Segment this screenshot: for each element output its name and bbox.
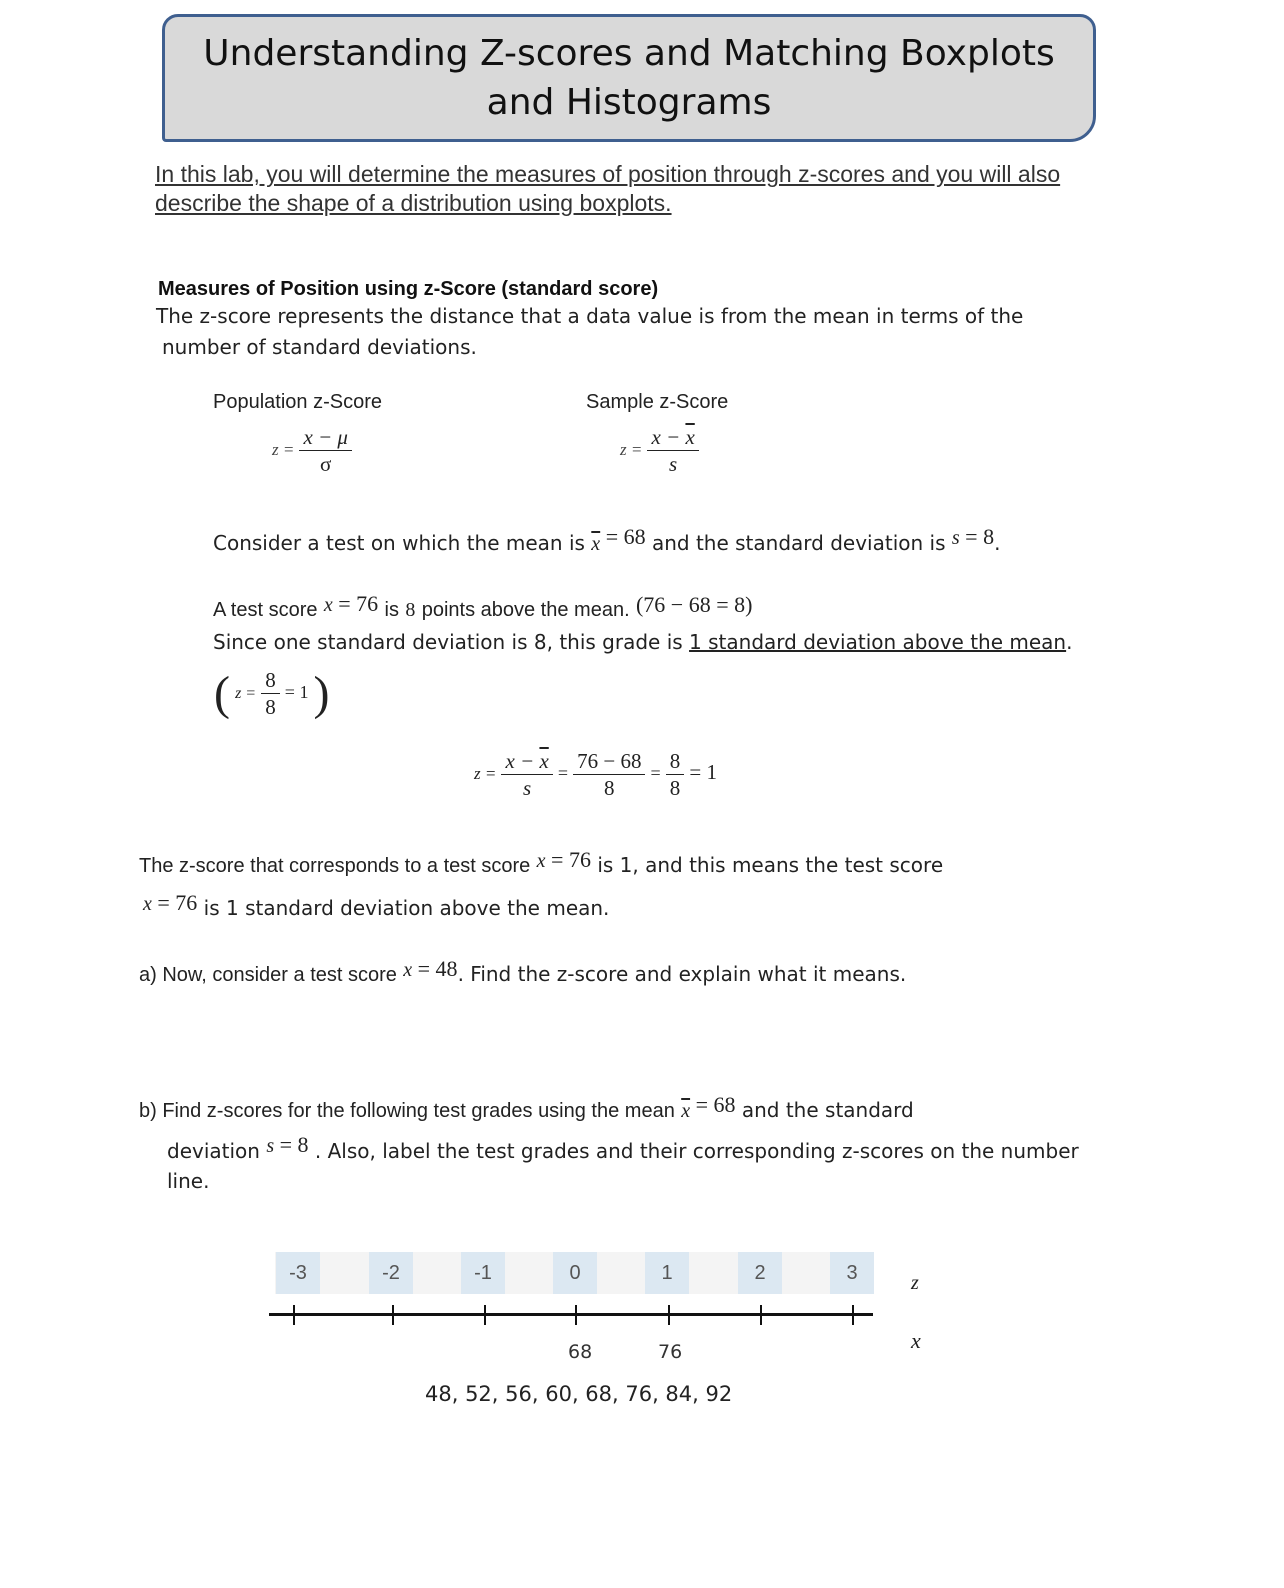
formula-rhs: = 1: [284, 682, 309, 702]
z-label: -3: [276, 1252, 320, 1294]
score-value: = 76: [151, 890, 198, 915]
score-value: = 76: [545, 847, 591, 872]
formula-rhs: = 1: [689, 760, 717, 784]
formula-numerator: 76 − 68: [573, 748, 645, 775]
z-label: 2: [738, 1252, 782, 1294]
population-formula: [272, 424, 352, 477]
conclusion-line-2: [143, 890, 610, 921]
part-b-line-1: [139, 1092, 914, 1123]
part-a: [139, 956, 907, 987]
z-label: -1: [461, 1252, 505, 1294]
formula-denominator: 8: [265, 695, 276, 719]
score-value: = 76: [332, 591, 379, 616]
x-axis-label: x: [911, 1328, 921, 1353]
formula-denominator: s: [669, 452, 678, 476]
text: deviation: [167, 1139, 260, 1163]
formula-numerator: 8: [261, 667, 280, 694]
conclusion-line-1: [139, 847, 944, 878]
tick: [392, 1305, 394, 1325]
axis-line: [269, 1313, 873, 1316]
text: The z-score that corresponds to a test score: [139, 855, 531, 877]
x-symbol: x: [536, 850, 546, 872]
formula-lhs: z =: [474, 764, 497, 783]
s-symbol: s: [951, 527, 960, 549]
section-heading: Measures of Position using z-Score (standard score): [158, 278, 659, 300]
formula-lhs: z =: [620, 440, 643, 459]
formula-numerator: x − μ: [299, 424, 352, 451]
x-symbol: x: [323, 594, 333, 616]
s-symbol: s: [266, 1135, 275, 1157]
part-b-line-3: line.: [167, 1169, 210, 1193]
number: 8: [405, 599, 416, 621]
x-bar: $\overline{x}$: [591, 533, 601, 555]
mean-value: = 68: [690, 1092, 736, 1117]
population-label: Population z-Score: [213, 391, 382, 413]
section-desc-1: The z-score represents the distance that a data value is from the mean in terms of the: [156, 304, 1024, 328]
text: . Also, label the test grades and their corresponding z-scores on the number: [314, 1139, 1079, 1163]
sample-formula: [620, 424, 699, 477]
text: Since one standard deviation is 8, this grade is: [213, 630, 690, 654]
score-value: = 48: [412, 956, 458, 981]
sample-label: Sample z-Score: [586, 391, 729, 413]
formula-denominator: σ: [320, 452, 332, 476]
part-b-line-2: [167, 1132, 1079, 1164]
z-axis-label: z: [911, 1272, 919, 1294]
text: .: [1066, 630, 1073, 654]
tick: [575, 1305, 577, 1325]
difference: (76 − 68 = 8): [635, 592, 753, 617]
z-label: 3: [830, 1252, 874, 1294]
text: is 1, and this means the test score: [597, 853, 944, 877]
tick: [293, 1305, 295, 1325]
small-formula: ( z = $\frac{8}{8}$ = 1 ): [214, 667, 330, 720]
x-bar: $\overline{x}$: [681, 1100, 691, 1122]
formula-denominator: 8: [604, 776, 615, 800]
z-label: 1: [645, 1252, 689, 1294]
formula-denominator: s: [523, 776, 532, 800]
text: and the standard: [741, 1098, 914, 1122]
text: is: [384, 599, 399, 621]
text: Consider a test on which the mean is: [213, 531, 585, 555]
title-box: [162, 14, 1096, 142]
consider-line: [213, 524, 1001, 556]
sd-value: = 8: [959, 524, 995, 549]
tick: [484, 1305, 486, 1325]
text: is 1 standard deviation above the mean.: [203, 896, 610, 920]
x-symbol: x: [403, 959, 413, 981]
mean-value: = 68: [600, 524, 646, 549]
score-line: [213, 591, 753, 622]
tick: [760, 1305, 762, 1325]
formula-lhs: z =: [235, 685, 257, 702]
text: .: [994, 531, 1001, 555]
equals: =: [650, 763, 661, 783]
z-label: 0: [553, 1252, 597, 1294]
page-title: Understanding Z-scores and Matching Boxplots and Histograms: [203, 33, 1055, 123]
formula-lhs: z =: [272, 440, 295, 459]
x-label: 76: [658, 1341, 683, 1363]
big-formula: [474, 748, 717, 801]
text: A test score: [213, 599, 318, 621]
since-line: [213, 630, 1072, 654]
formula-numerator: 8: [666, 748, 685, 775]
x-label: 68: [568, 1341, 593, 1363]
grades-list: 48, 52, 56, 60, 68, 76, 84, 92: [425, 1382, 733, 1406]
text: . Find the z-score and explain what it means.: [457, 962, 907, 986]
formula-denominator: 8: [669, 776, 681, 800]
tick: [668, 1305, 670, 1325]
x-bar: $\overline{x}$: [685, 425, 695, 449]
x-bar: $\overline{x}$: [539, 749, 549, 773]
x-symbol: x: [143, 893, 152, 915]
z-label: -2: [369, 1252, 413, 1294]
underlined-text: 1 standard deviation above the mean: [689, 630, 1067, 654]
sd-value: = 8: [274, 1132, 309, 1157]
text: b) Find z-scores for the following test grades using the mean: [139, 1100, 675, 1122]
section-desc-2: number of standard deviations.: [162, 335, 477, 359]
text: points above the mean.: [421, 599, 630, 621]
text: a) Now, consider a test score: [139, 964, 397, 986]
formula-numerator: x −: [651, 425, 686, 449]
formula-numerator: x −: [505, 749, 540, 773]
tick: [852, 1305, 854, 1325]
text: and the standard deviation is: [651, 531, 946, 555]
equals: =: [557, 763, 569, 783]
intro-text: In this lab, you will determine the measures of position through z-scores and you will also describe the shape of a distribution using boxplots.: [155, 161, 1061, 216]
